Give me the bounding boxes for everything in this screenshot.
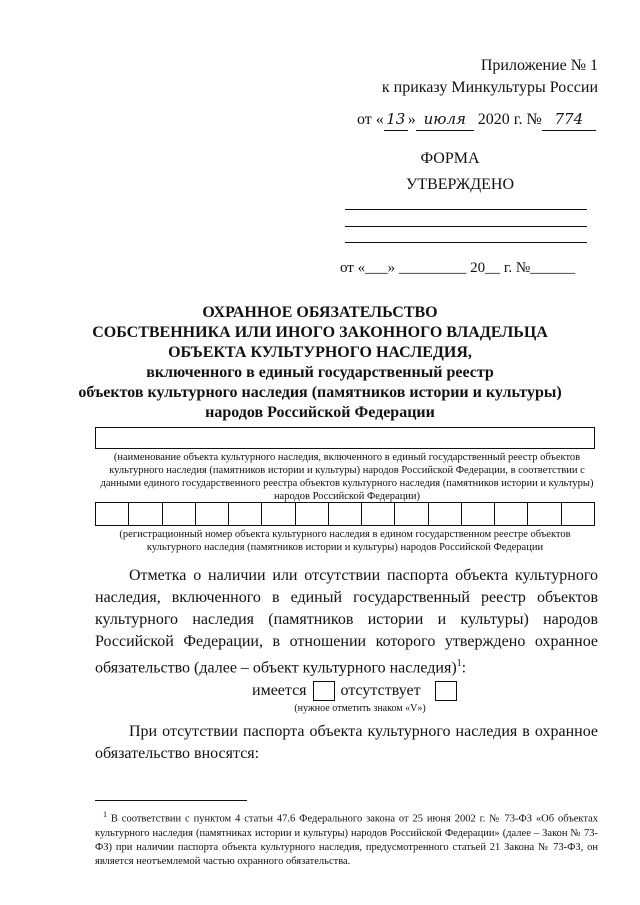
registration-number-cell[interactable] <box>395 503 428 525</box>
form-label: ФОРМА <box>420 150 480 167</box>
check-hint: (нужное отметить знаком «V») <box>294 703 426 714</box>
passport-mark-text: Отметка о наличии или отсутствии паспорта объекта культурного наследия, включенного в единый государственный реестр объектов культурного наследия (памятников истории и культуры) народов Российской Федерации, в отношении которого утверждено охранное обязательство (далее – объект культурного наследия) <box>95 567 598 677</box>
object-name-caption: (наименование объекта культурного наследия, включенного в единый государственный реестр объектов культурного наследия (памятников истории и культуры) народов Российской Федерации, в соответствии с данными единого государственного реестра объектов культурного наследия (памятников истории и культуры) народов Российской Федерации) <box>100 452 594 502</box>
passport-mark-colon: : <box>461 659 467 677</box>
has-passport-checkbox[interactable] <box>313 681 335 701</box>
registration-number-cell[interactable] <box>296 503 329 525</box>
registration-number-cell[interactable] <box>495 503 528 525</box>
order-reference: к приказу Минкультуры России <box>381 79 598 96</box>
appendix-number: Приложение № 1 <box>480 57 598 74</box>
passport-mark-paragraph <box>95 565 598 679</box>
registration-number-field[interactable] <box>95 502 595 526</box>
approval-line-1 <box>345 209 587 210</box>
footnote-separator <box>95 800 247 801</box>
registration-number-cell[interactable] <box>528 503 561 525</box>
approved-label: УТВЕРЖДЕНО <box>405 176 514 193</box>
title-line-5: объектов культурного наследия (памятников истории и культуры) <box>78 384 562 401</box>
footnote-mark: 1 <box>103 810 107 819</box>
title-line-6: народов Российской Федерации <box>205 404 435 421</box>
passport-choice <box>252 681 457 701</box>
footnote <box>95 808 598 869</box>
order-date-year: 2020 г. № <box>477 111 542 128</box>
order-number: 774 <box>542 108 596 131</box>
has-passport-label: имеется <box>252 682 307 699</box>
order-date-sep: » <box>407 111 416 128</box>
document-title <box>0 303 640 423</box>
approved-date-line: от «___» _________ 20__ г. №______ <box>340 260 576 276</box>
no-passport-label: отсутствует <box>340 682 421 699</box>
registration-number-cell[interactable] <box>429 503 462 525</box>
no-passport-paragraph: При отсутствии паспорта объекта культурного наследия в охранное обязательство вносятся: <box>95 723 598 762</box>
order-date-day: 13 <box>384 108 408 131</box>
title-line-1: ОХРАННОЕ ОБЯЗАТЕЛЬСТВО <box>202 304 438 321</box>
title-line-2: СОБСТВЕННИКА ИЛИ ИНОГО ЗАКОННОГО ВЛАДЕЛЬЦА <box>92 324 548 341</box>
order-date-month: июля <box>416 108 474 131</box>
registration-number-cell[interactable] <box>196 503 229 525</box>
order-date-line <box>357 108 596 131</box>
registration-number-cell[interactable] <box>362 503 395 525</box>
order-date-prefix: от « <box>357 111 384 128</box>
approval-line-3 <box>345 242 587 243</box>
registration-number-cell[interactable] <box>229 503 262 525</box>
appendix-block <box>382 55 598 99</box>
registration-number-cell[interactable] <box>262 503 295 525</box>
title-line-3: ОБЪЕКТА КУЛЬТУРНОГО НАСЛЕДИЯ, <box>168 344 472 361</box>
registration-number-cell[interactable] <box>163 503 196 525</box>
registration-number-cell[interactable] <box>129 503 162 525</box>
object-name-field[interactable] <box>95 427 595 449</box>
approval-line-2 <box>345 226 587 227</box>
title-line-4: включенного в единый государственный реестр <box>146 364 494 381</box>
registration-number-caption: (регистрационный номер объекта культурного наследия в едином государственном реестре объектов культурного наследия (памятников истории и культуры) народов Российской Федерации <box>119 529 571 553</box>
registration-number-cell[interactable] <box>562 503 594 525</box>
registration-number-cell[interactable] <box>462 503 495 525</box>
registration-number-cell[interactable] <box>96 503 129 525</box>
registration-number-cell[interactable] <box>329 503 362 525</box>
no-passport-checkbox[interactable] <box>435 681 457 701</box>
footnote-text: В соответствии с пунктом 4 статьи 47.6 Федерального закона от 25 июня 2002 г. № 73-ФЗ «Об объектах культурного наследия (памятниках истории и культуры) народов Российской Федерации» (далее – Закон № 73-ФЗ) при наличии паспорта объекта культурного наследия, предусмотренного статьей 21 Закона № 73-ФЗ, он является неотъемлемой частью охранного обязательства. <box>95 813 599 867</box>
footnote-ref-1: 1 <box>456 658 462 669</box>
